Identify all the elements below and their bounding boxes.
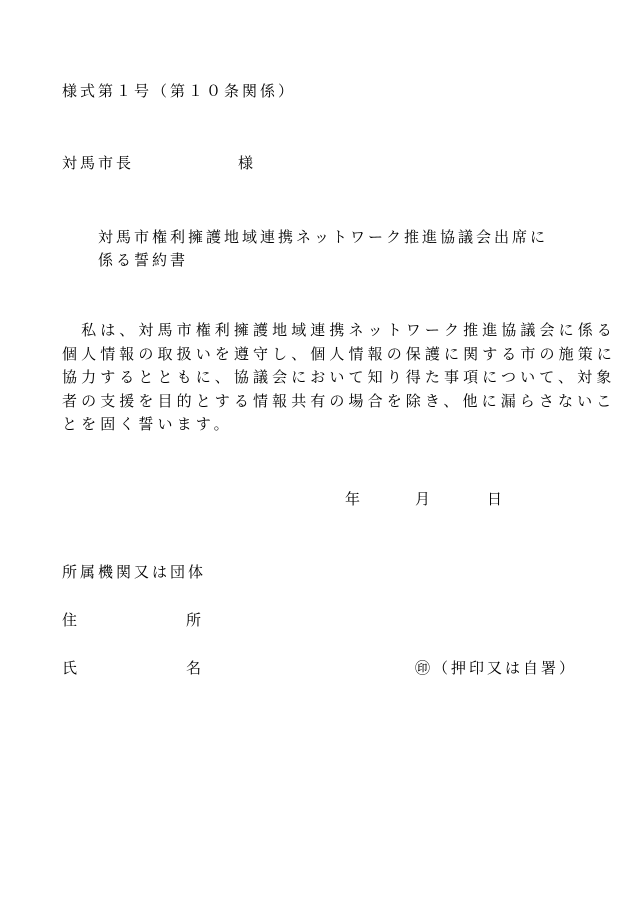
seal-instruction: ㊞（押印又は自署）: [415, 659, 578, 677]
addressee-honorific: 様: [238, 154, 257, 172]
pledge-body-line: 個人情報の取扱いを遵守し、個人情報の保護に関する市の施策に: [62, 344, 616, 363]
addressee-name: 対馬市長: [62, 154, 135, 172]
name-label-part-2: 名: [186, 659, 205, 677]
pledge-body-line: 者の支援を目的とする情報共有の場合を除き、他に漏らさないこ: [62, 391, 616, 410]
pledge-body-line: 私は、対馬市権利擁護地域連携ネットワーク推進協議会に係る: [62, 321, 616, 339]
pledge-body: [62, 319, 616, 437]
document-title-line-2: 係る誓約書: [98, 251, 189, 269]
date-year-label: 年: [345, 490, 361, 508]
date-month-label: 月: [415, 490, 431, 508]
name-label-part-1: 氏: [62, 659, 81, 677]
pledge-body-line: とを固く誓います。: [62, 415, 233, 433]
pledge-body-line: 協力するとともに、協議会において知り得た事項について、対象: [62, 368, 616, 386]
address-label-part-1: 住: [62, 611, 81, 629]
address-label-part-2: 所: [186, 611, 205, 629]
date-day-label: 日: [487, 490, 503, 508]
affiliation-label: 所属機関又は団体: [62, 563, 207, 581]
form-number: 様式第１号（第１０条関係）: [62, 82, 297, 100]
document-title-line-1: 対馬市権利擁護地域連携ネットワーク推進協議会出席に: [98, 228, 549, 246]
